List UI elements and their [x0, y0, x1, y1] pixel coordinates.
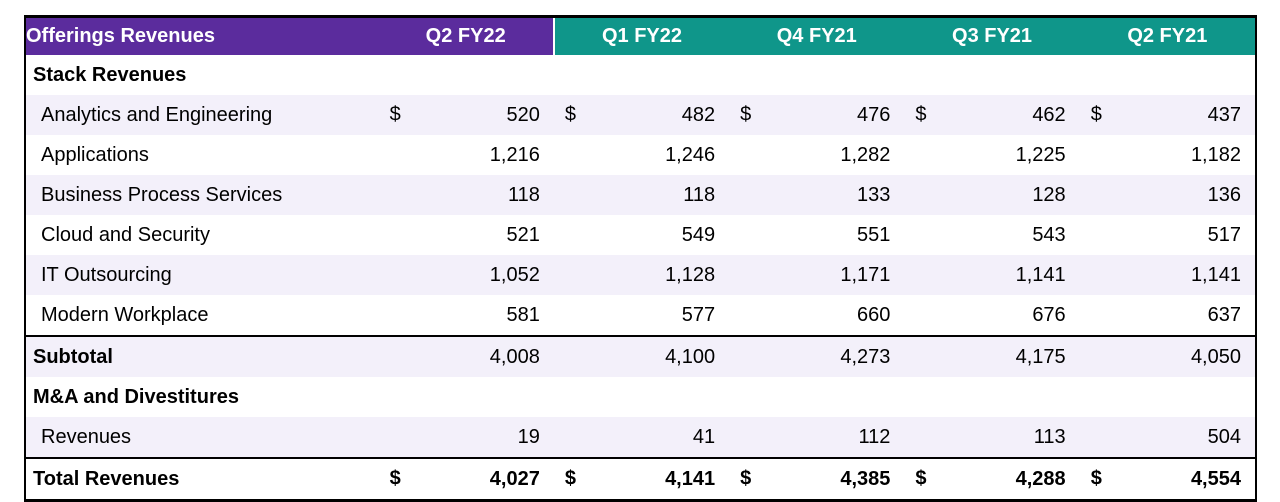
- value-cell: [904, 417, 1079, 458]
- cell-value: 4,100: [665, 345, 716, 368]
- header-row: [26, 18, 1255, 55]
- dollar-sign: $: [1090, 467, 1102, 490]
- table-title: Offerings Revenues: [26, 18, 379, 55]
- value-cell: [904, 95, 1079, 135]
- dollar-sign: $: [740, 467, 752, 490]
- cell-value: 1,216: [489, 143, 540, 166]
- value-cell: [554, 336, 729, 377]
- value-cell: [904, 255, 1079, 295]
- cell-value: 4,008: [489, 345, 540, 368]
- dollar-sign: $: [740, 103, 752, 126]
- cell-value: 1,246: [665, 143, 716, 166]
- row-label: Business Process Services: [26, 175, 379, 215]
- cell-value: 136: [1207, 183, 1241, 206]
- column-header-q4-fy21: Q4 FY21: [729, 18, 904, 55]
- row-label: Revenues: [26, 417, 379, 458]
- cell-value: 1,282: [840, 143, 891, 166]
- value-cell: [729, 95, 904, 135]
- cell-value: 4,141: [665, 467, 716, 490]
- value-cell: [729, 295, 904, 336]
- row-label: Total Revenues: [26, 458, 379, 499]
- value-cell: [904, 295, 1079, 336]
- cell-value: 41: [692, 425, 716, 448]
- cell-value: 4,288: [1015, 467, 1066, 490]
- dollar-sign: $: [564, 103, 576, 126]
- value-cell: [379, 215, 554, 255]
- cell-value: 118: [507, 183, 540, 206]
- cell-value: 133: [857, 183, 891, 206]
- row-label: Modern Workplace: [41, 303, 209, 326]
- cell-value: 4,554: [1190, 467, 1241, 490]
- column-header-q1-fy22: Q1 FY22: [554, 18, 729, 55]
- cell-value: 462: [1032, 103, 1066, 126]
- value-cell: [379, 135, 554, 175]
- cell-value: 4,273: [840, 345, 891, 368]
- cell-value: 113: [1033, 425, 1066, 448]
- dollar-sign: $: [389, 467, 401, 490]
- value-cell: [1080, 215, 1255, 255]
- section-row-stack-revenues: [26, 55, 1255, 95]
- value-cell: [379, 417, 554, 458]
- cell-value: 4,175: [1015, 345, 1066, 368]
- cell-value: 660: [857, 303, 891, 326]
- table-row-modern-workplace: [26, 295, 1255, 336]
- dollar-sign: $: [915, 467, 927, 490]
- financial-table: [26, 18, 1255, 499]
- cell-value: 1,225: [1015, 143, 1066, 166]
- value-cell: [554, 417, 729, 458]
- value-cell: [729, 175, 904, 215]
- cell-value: 517: [1207, 223, 1241, 246]
- offerings-revenues-table: [24, 15, 1257, 502]
- cell-value: 476: [857, 103, 891, 126]
- value-cell: [729, 336, 904, 377]
- value-cell: [1080, 175, 1255, 215]
- cell-value: 1,141: [1015, 263, 1066, 286]
- cell-value: 19: [517, 425, 540, 448]
- value-cell: [379, 175, 554, 215]
- row-label: Analytics and Engineering: [26, 95, 379, 135]
- empty-cells: [379, 377, 1255, 417]
- value-cell: [904, 336, 1079, 377]
- column-header-q2-fy21: Q2 FY21: [1080, 18, 1255, 55]
- empty-cells: [379, 55, 1255, 95]
- value-cell: [1080, 95, 1255, 135]
- value-cell: [904, 458, 1079, 499]
- value-cell: [554, 215, 729, 255]
- table-row-total-revenues: [26, 458, 1255, 499]
- value-cell: [379, 295, 554, 336]
- row-label: Cloud and Security: [41, 223, 210, 246]
- dollar-sign: $: [389, 103, 401, 126]
- cell-value: 581: [506, 303, 540, 326]
- value-cell: [904, 135, 1079, 175]
- row-label: Applications: [41, 143, 149, 166]
- cell-value: 1,182: [1190, 143, 1241, 166]
- column-header-q2-fy22: Q2 FY22: [379, 18, 554, 55]
- cell-value: 637: [1207, 303, 1241, 326]
- cell-value: 543: [1032, 223, 1066, 246]
- cell-value: 520: [506, 103, 540, 126]
- value-cell: [729, 417, 904, 458]
- value-cell: [729, 135, 904, 175]
- value-cell: [379, 95, 554, 135]
- cell-value: 1,141: [1190, 263, 1241, 286]
- value-cell: [904, 215, 1079, 255]
- cell-value: 482: [681, 103, 716, 126]
- dollar-sign: $: [564, 467, 576, 490]
- dollar-sign: $: [1090, 103, 1102, 126]
- cell-value: 112: [858, 425, 891, 448]
- table-row-analytics-and-engineering: [26, 95, 1255, 135]
- value-cell: [1080, 458, 1255, 499]
- value-cell: [554, 135, 729, 175]
- table-row-subtotal: [26, 336, 1255, 377]
- value-cell: [379, 255, 554, 295]
- value-cell: [379, 458, 554, 499]
- cell-value: 1,052: [489, 263, 540, 286]
- value-cell: [1080, 295, 1255, 336]
- cell-value: 551: [857, 223, 891, 246]
- value-cell: [729, 255, 904, 295]
- table-row-applications: [26, 135, 1255, 175]
- cell-value: 504: [1207, 425, 1241, 448]
- cell-value: 676: [1032, 303, 1066, 326]
- row-label: IT Outsourcing: [26, 255, 379, 295]
- cell-value: 118: [683, 183, 716, 206]
- cell-value: 437: [1207, 103, 1241, 126]
- cell-value: 1,128: [665, 263, 716, 286]
- value-cell: [729, 458, 904, 499]
- cell-value: 4,385: [840, 467, 891, 490]
- value-cell: [379, 336, 554, 377]
- value-cell: [729, 215, 904, 255]
- row-label: Subtotal: [26, 336, 379, 377]
- table-row-it-outsourcing: [26, 255, 1255, 295]
- value-cell: [554, 295, 729, 336]
- value-cell: [1080, 417, 1255, 458]
- table-row-revenues: [26, 417, 1255, 458]
- section-label: M&A and Divestitures: [33, 385, 239, 408]
- value-cell: [554, 175, 729, 215]
- section-row-ma-and-divestitures: [26, 377, 1255, 417]
- table-row-cloud-and-security: [26, 215, 1255, 255]
- cell-value: 577: [681, 303, 716, 326]
- cell-value: 128: [1032, 183, 1066, 206]
- cell-value: 4,027: [489, 467, 540, 490]
- column-header-q3-fy21: Q3 FY21: [904, 18, 1079, 55]
- value-cell: [904, 175, 1079, 215]
- cell-value: 4,050: [1190, 345, 1241, 368]
- value-cell: [1080, 336, 1255, 377]
- value-cell: [554, 458, 729, 499]
- value-cell: [1080, 135, 1255, 175]
- dollar-sign: $: [915, 103, 927, 126]
- table-row-business-process-services: [26, 175, 1255, 215]
- cell-value: 1,171: [840, 263, 891, 286]
- value-cell: [1080, 255, 1255, 295]
- value-cell: [554, 255, 729, 295]
- cell-value: 521: [506, 223, 540, 246]
- value-cell: [554, 95, 729, 135]
- section-label: Stack Revenues: [33, 63, 187, 86]
- cell-value: 549: [681, 223, 716, 246]
